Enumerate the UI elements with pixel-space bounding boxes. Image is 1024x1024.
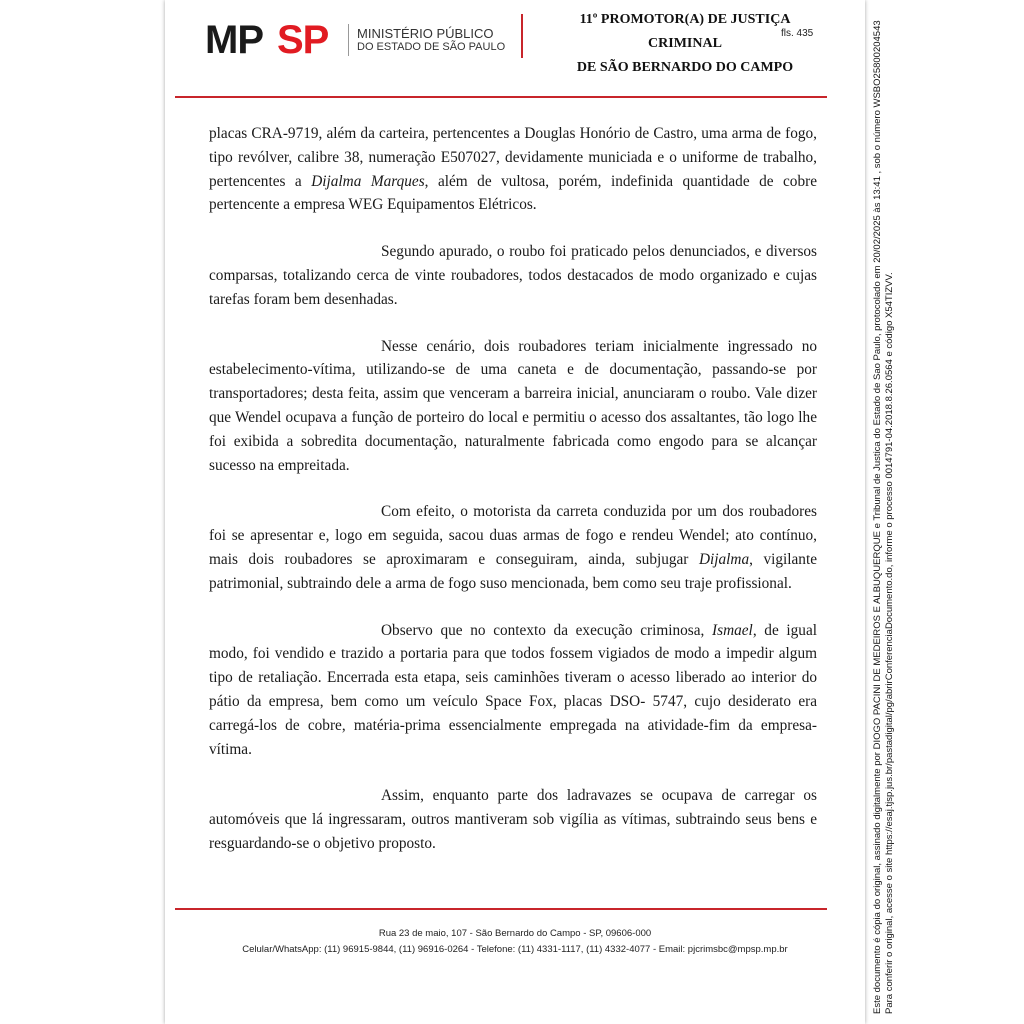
logo-divider bbox=[348, 24, 349, 56]
page-number: fls. 435 bbox=[781, 28, 814, 39]
logo-sp-text: SP bbox=[277, 18, 329, 62]
paragraph-4-text-a: Com efeito, o motorista da carreta conduzida por um dos roubadores foi se apresentar e, logo em seguida, sacou duas armas de fogo e rendeu Wendel; ato contínuo, mais dois roubadores se aproximaram e conseguiram, ainda, subjugar bbox=[209, 503, 817, 568]
paragraph-5-text-b: , de igual modo, foi vendido e trazido a portaria para que todos fossem vigiados de modo a impedir algum tipo de retaliação. Encerrada esta etapa, seis caminhões tiveram o acesso liberado ao interior do pátio da empresa, bem como um veículo Space Fox, placas DSO- 5747, cujo desiderato era carregá-los de cobre, matéria-prima essencialmente empregada na atividade-fim da empresa-vítima. bbox=[209, 621, 817, 758]
paragraph-4-text-b: , vigilante patrimonial, subtraindo dele a arma de fogo suso mencionada, bem como seu traje profissional. bbox=[209, 550, 817, 592]
document-body bbox=[209, 122, 817, 879]
footer-address: Rua 23 de maio, 107 - São Bernardo do Campo - SP, 09606-000 bbox=[378, 928, 652, 939]
paragraph-1-text-a: placas CRA-9719, além da carteira, pertencentes a Douglas Honório de Castro, uma arma de fogo, tipo revólver, calibre 38, numeração E507027, devidamente municiada e o uniforme de trabalho, pertencentes a bbox=[209, 125, 817, 190]
paragraph-6: Assim, enquanto parte dos ladravazes se ocupava de carregar os automóveis que lá ingressaram, outros mantiveram sob vigília as vítimas, subtraindo seus bens e resguardando-se o objetivo proposto. bbox=[209, 787, 817, 852]
header-divider bbox=[521, 14, 523, 58]
paragraph-1-text-b: , além de vultosa, porém, indefinida quantidade de cobre pertencente a empresa WEG Equipamentos Elétricos. bbox=[209, 172, 817, 214]
header-rule bbox=[175, 96, 827, 98]
paragraph-4 bbox=[209, 500, 817, 595]
promotor-line-1: 11º PROMOTOR(A) DE JUSTIÇA bbox=[579, 12, 791, 27]
digital-signature-stamp bbox=[872, 14, 896, 1014]
paragraph-5-text-a: Observo que no contexto da execução criminosa, bbox=[381, 621, 713, 639]
logo-mp-text: MP bbox=[205, 18, 263, 62]
promotor-title bbox=[555, 8, 815, 80]
promotor-line-3: DE SÃO BERNARDO DO CAMPO bbox=[576, 60, 794, 75]
paragraph-1-emphasis: Dijalma Marques bbox=[311, 172, 425, 190]
promotor-line-2: CRIMINAL bbox=[648, 36, 722, 51]
paragraph-5 bbox=[209, 619, 817, 762]
document-page bbox=[165, 0, 865, 1024]
stamp-line-1: Este documento é cópia do original, assinado digitalmente por DIOGO PACINI DE MEDEIROS E ALBUQUERQUE e Tribunal de Justica do Estado de Sao Paulo, protocolado em 20/02/2025 às 13:41 , sob o número WSBO25800204543 bbox=[872, 20, 883, 1014]
stamp-line-2: Para conferir o original, acesse o site https://esaj.tjsp.jus.br/pastadigital/pg/abrirConferenciaDocumento.do, informe o processo 0014791-04.2018.8.26.0564 e código X54TIZVV. bbox=[884, 272, 895, 1014]
mpsp-logo bbox=[205, 18, 506, 62]
paragraph-4-emphasis: Dijalma bbox=[698, 550, 750, 568]
paragraph-3: Nesse cenário, dois roubadores teriam inicialmente ingressado no estabelecimento-vítima, utilizando-se de uma caneta e de documentação, passando-se por transportadores; desta feita, assim que venceram a barreira inicial, anunciaram o roubo. Vale dizer que Wendel ocupava a função de porteiro do local e permitiu o acesso dos assaltantes, tão logo lhe foi exibida a sobredita documentação, naturalmente fabricada como engodo para se alcançar sucesso na empreitada. bbox=[209, 337, 817, 474]
paragraph-1 bbox=[209, 122, 817, 217]
paragraph-2: Segundo apurado, o roubo foi praticado pelos denunciados, e diversos comparsas, totalizando cerca de vinte roubadores, todos destacados de modo organizado e cujas tarefas foram bem desenhadas. bbox=[209, 243, 817, 308]
paragraph-5-emphasis: Ismael bbox=[712, 621, 753, 639]
footer-rule bbox=[175, 908, 827, 910]
footer-contacts: Celular/WhatsApp: (11) 96915-9844, (11) 96916-0264 - Telefone: (11) 4331-1117, (11) 4332-4077 - Email: pjcrimsbc@mpsp.mp.br bbox=[242, 944, 788, 955]
institution-state: DO ESTADO DE SÃO PAULO bbox=[357, 41, 506, 53]
institution-name: MINISTÉRIO PÚBLICO bbox=[357, 26, 494, 41]
